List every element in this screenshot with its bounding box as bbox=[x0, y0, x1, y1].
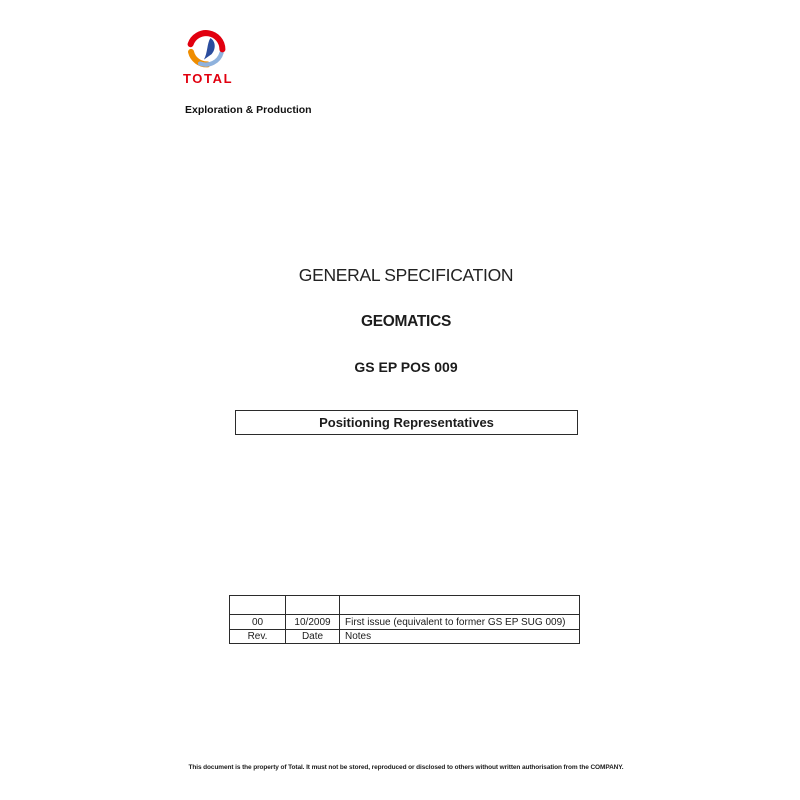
globe-darkblue-ribbon bbox=[204, 38, 215, 60]
notes-cell bbox=[340, 596, 580, 615]
date-cell bbox=[286, 596, 340, 615]
notes-header-cell: Notes bbox=[340, 630, 580, 644]
table-row bbox=[230, 615, 580, 630]
division-label: Exploration & Production bbox=[185, 104, 312, 116]
rev-header-cell: Rev. bbox=[230, 630, 286, 644]
date-cell: 10/2009 bbox=[286, 615, 340, 630]
brand-wordmark: TOTAL bbox=[183, 71, 234, 86]
page-title: GENERAL SPECIFICATION bbox=[298, 265, 514, 285]
confidentiality-notice: This document is the property of Total. It must not be stored, reproduced or disclosed to others without written authorisation from the COMPANY. bbox=[188, 764, 624, 771]
discipline-title: GEOMATICS bbox=[360, 313, 451, 330]
rev-cell: 00 bbox=[230, 615, 286, 630]
date-header-cell: Date bbox=[286, 630, 340, 644]
table-row bbox=[230, 630, 580, 644]
table-row bbox=[230, 596, 580, 615]
subject-title-box bbox=[235, 410, 578, 435]
subject-title: Positioning Representatives bbox=[319, 415, 494, 430]
revision-table bbox=[229, 595, 580, 644]
globe-red-ribbon bbox=[191, 33, 223, 49]
rev-cell bbox=[230, 596, 286, 615]
total-globe-icon bbox=[185, 25, 228, 72]
notes-cell: First issue (equivalent to former GS EP SUG 009) bbox=[340, 615, 580, 630]
document-number: GS EP POS 009 bbox=[354, 359, 458, 375]
